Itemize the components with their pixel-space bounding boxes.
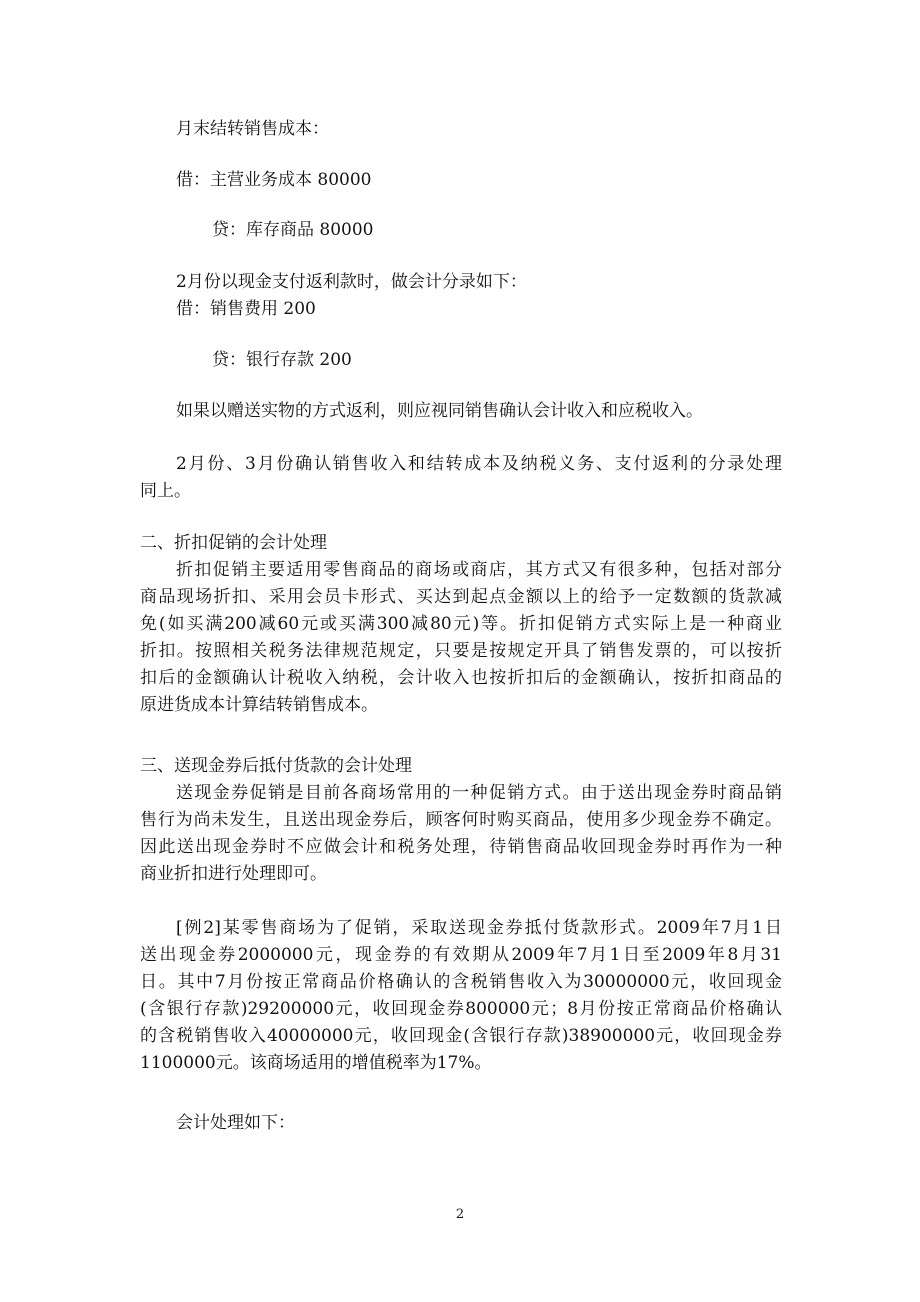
section-two-line-4: 折扣。按照相关税务法律规范规定，只要是按规定开具了销售发票的，可以按折 [140, 641, 782, 661]
example-line-2: 送出现金券2000000元，现金券的有效期从2009年7月1日至2009年8月31 [140, 945, 782, 965]
section-two-line-6: 原进货成本计算结转销售成本。 [140, 695, 378, 715]
debit-selling-expense-entry: 借：销售费用 200 [176, 299, 316, 319]
section-three-line-4: 商业折扣进行处理即可。 [140, 864, 327, 884]
example-line-5: 的含税销售收入40000000元，收回现金(含银行存款)38900000元，收回现金券 [140, 1026, 782, 1046]
example-line-4: (含银行存款)29200000元，收回现金券800000元；8月份按正常商品价格确认 [140, 999, 782, 1019]
section-two-line-1: 折扣促销主要适用零售商品的商场或商店，其方式又有很多种，包括对部分 [176, 560, 782, 580]
section-two-line-5: 扣后的金额确认计税收入纳税，会计收入也按折扣后的金额确认，按折扣商品的 [140, 668, 782, 688]
credit-inventory-entry: 贷：库存商品 80000 [212, 220, 374, 240]
month-end-heading: 月末结转销售成本： [176, 119, 329, 139]
section-two-line-2: 商品现场折扣、采用会员卡形式、买达到起点金额以上的给予一定数额的货款减 [140, 587, 782, 607]
section-three-heading: 三、送现金券后抵付货款的会计处理 [140, 756, 412, 776]
example-line-3: 日。其中7月份按正常商品价格确认的含税销售收入为30000000元，收回现金 [140, 972, 782, 992]
page-number: 2 [455, 1207, 465, 1222]
example-line-6: 1100000元。该商场适用的增值税率为17%。 [140, 1053, 492, 1073]
same-treatment-line-2: 同上。 [140, 481, 191, 501]
section-three-line-2: 售行为尚未发生，且送出现金券后，顾客何时购买商品，使用多少现金券不确定。 [140, 810, 782, 830]
credit-bank-entry: 贷：银行存款 200 [212, 350, 352, 370]
section-two-heading: 二、折扣促销的会计处理 [140, 533, 327, 553]
section-three-line-3: 因此送出现金券时不应做会计和税务处理，待销售商品收回现金券时再作为一种 [140, 837, 782, 857]
section-two-line-3: 免(如买满200减60元或买满300减80元)等。折扣促销方式实际上是一种商业 [140, 614, 782, 634]
february-heading: 2月份以现金支付返利款时，做会计分录如下： [176, 272, 527, 292]
section-three-line-1: 送现金券促销是目前各商场常用的一种促销方式。由于送出现金券时商品销 [176, 783, 782, 803]
in-kind-rebate-note: 如果以赠送实物的方式返利，则应视同销售确认会计收入和应税收入。 [176, 401, 703, 421]
same-treatment-line-1: 2月份、3月份确认销售收入和结转成本及纳税义务、支付返利的分录处理 [176, 454, 782, 474]
example-line-1: [例2]某零售商场为了促销，采取送现金券抵付货款形式。2009年7月1日 [176, 918, 782, 938]
debit-cost-entry: 借：主营业务成本 80000 [176, 170, 372, 190]
accounting-treatment-heading: 会计处理如下： [176, 1113, 295, 1133]
